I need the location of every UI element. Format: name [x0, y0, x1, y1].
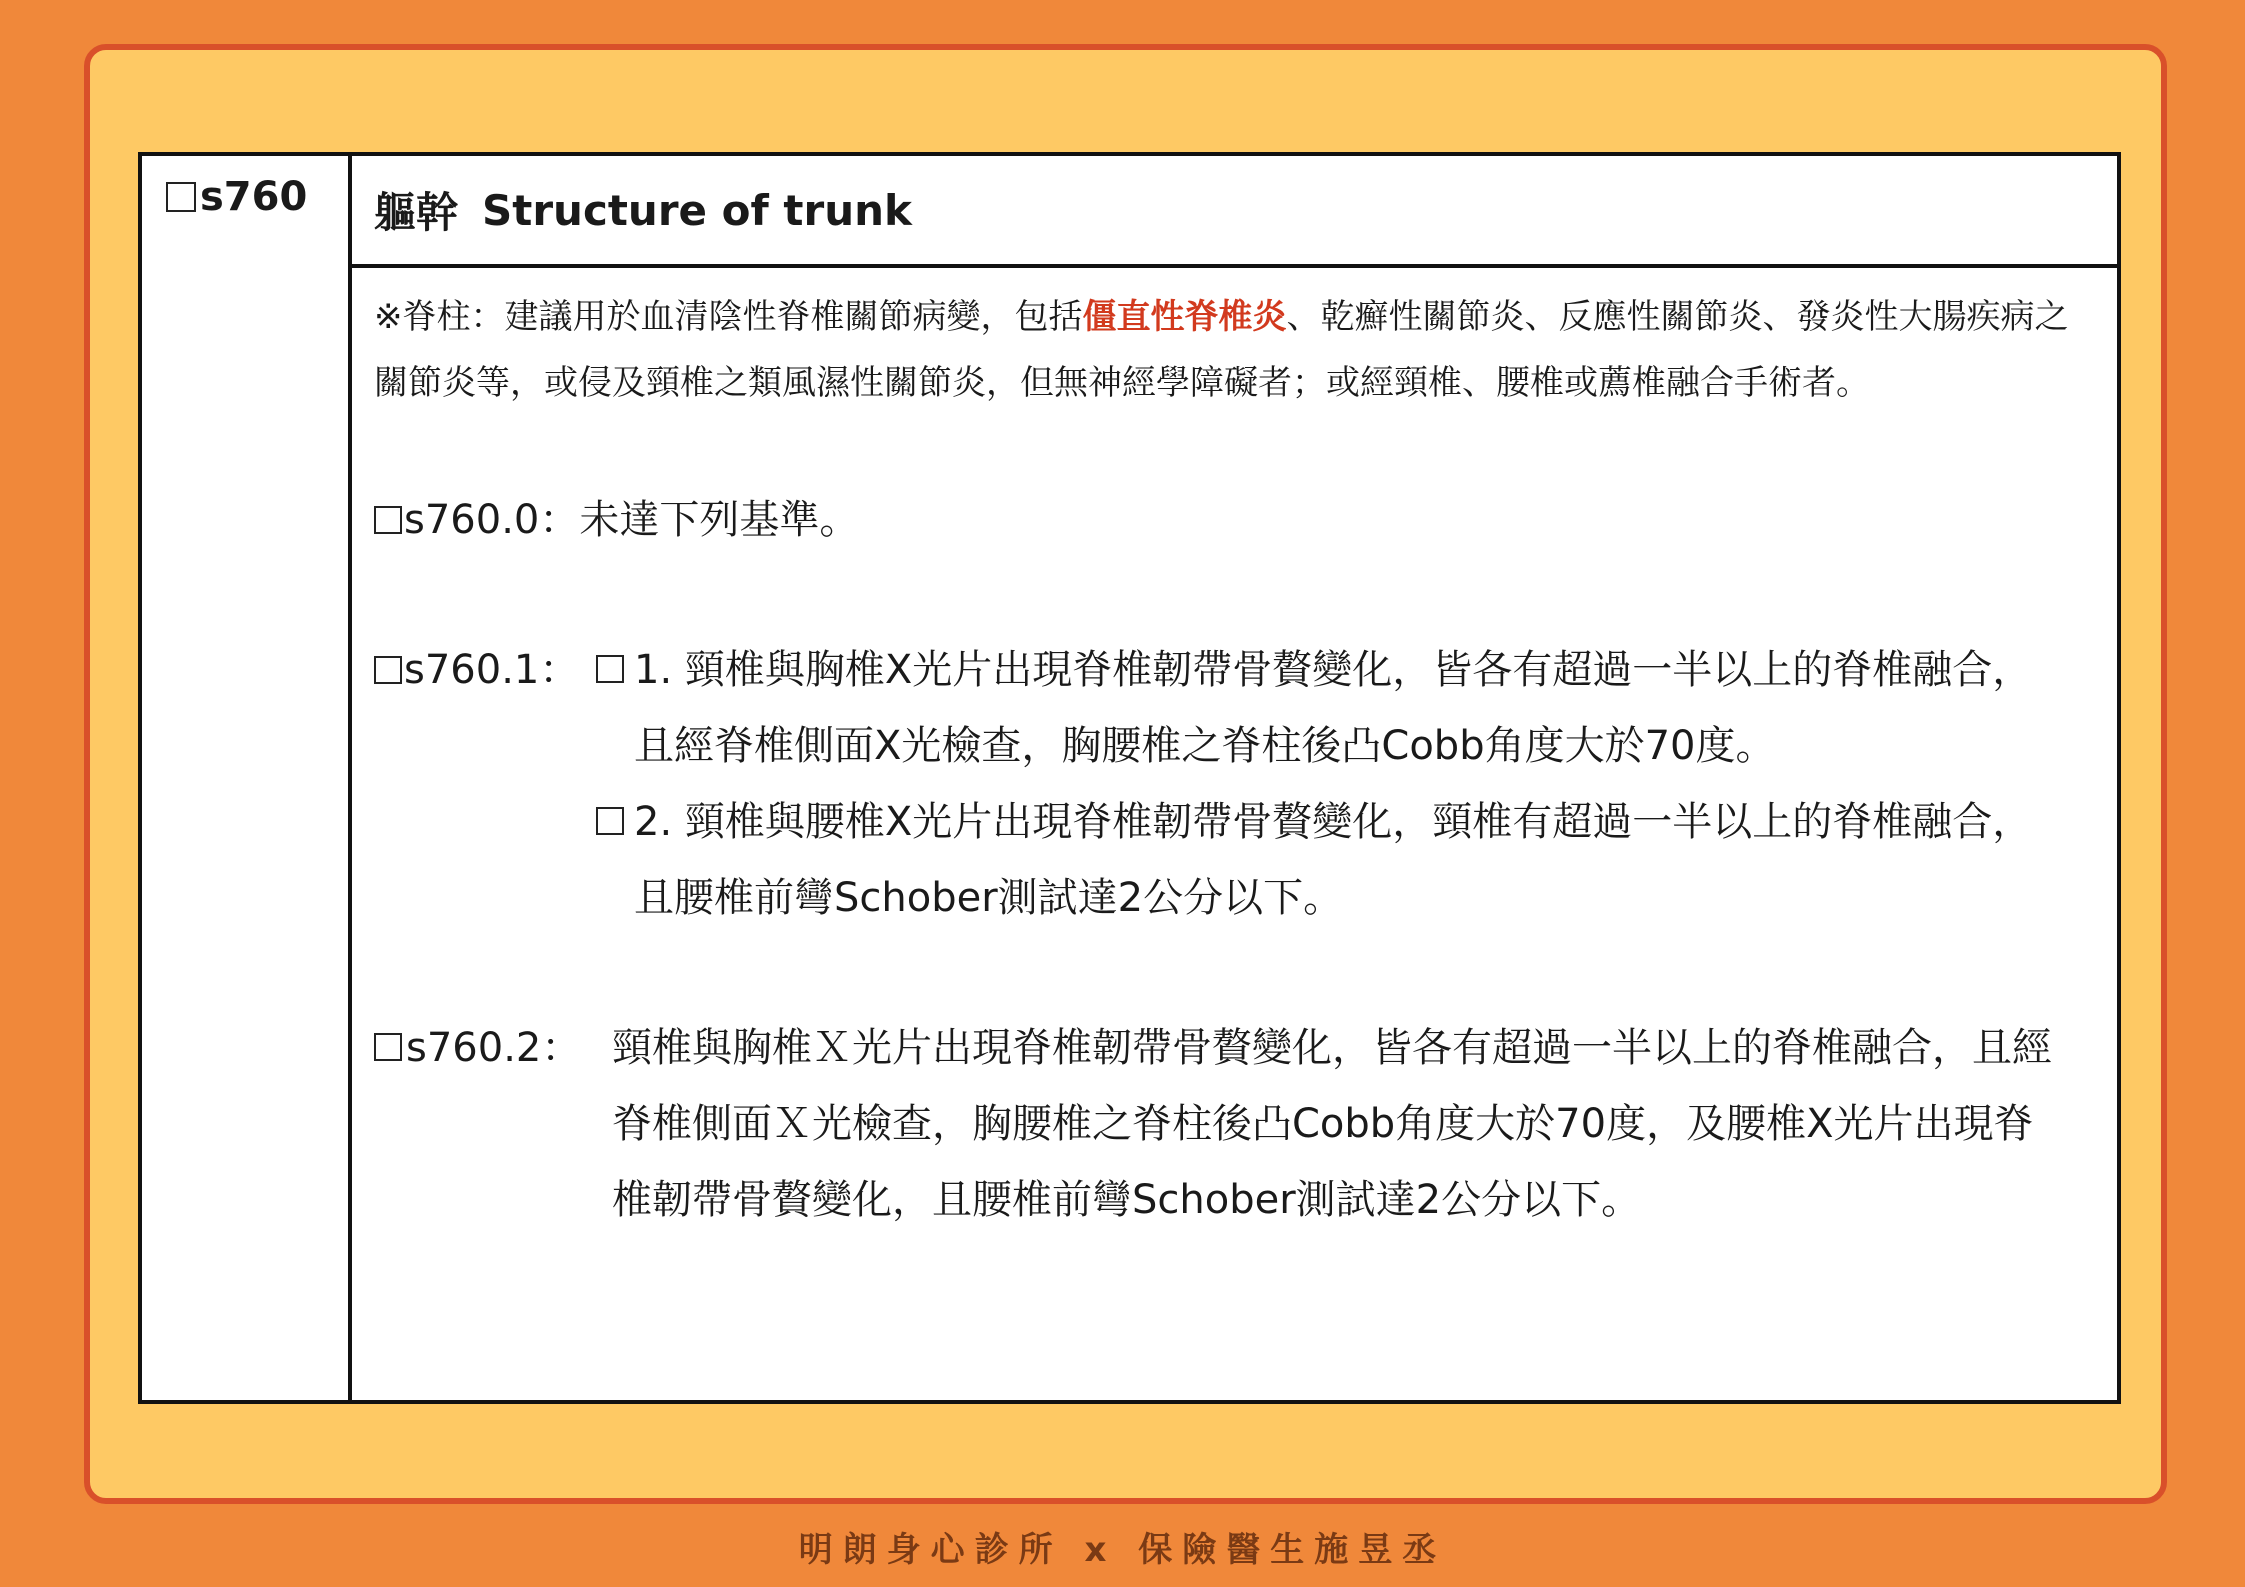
level-code: s760.2 — [406, 1025, 542, 1071]
footer-credit: 明朗身心診所 x 保險醫生施昱丞 — [798, 1530, 1447, 1570]
checkbox-icon[interactable] — [596, 807, 624, 835]
checkbox-icon[interactable] — [374, 1033, 402, 1061]
level-sep: ： — [539, 647, 580, 693]
criterion-text: 1. 頸椎與胸椎X光片出現脊椎韌帶骨贅變化，皆各有超過一半以上的脊椎融合，且經脊椎側面X光檢查，胸腰椎之脊柱後凸Cobb角度大於70度。 — [634, 647, 2033, 769]
spine-note — [374, 284, 2093, 416]
level-text: ：未達下列基準。 — [539, 497, 860, 543]
content-body — [352, 268, 2117, 1238]
note-prefix: ※脊柱：建議用於血清陰性脊椎關節病變，包括 — [374, 297, 1083, 337]
title-row — [352, 156, 2117, 268]
code-label — [166, 174, 348, 220]
checkbox-icon[interactable] — [596, 655, 624, 683]
title-en: Structure of trunk — [482, 185, 912, 235]
criterion-2 — [596, 784, 2093, 936]
level-s760-2 — [374, 1010, 2093, 1238]
checkbox-icon[interactable] — [374, 506, 402, 534]
content-column — [352, 156, 2117, 1400]
level-head — [374, 482, 859, 558]
card — [84, 44, 2167, 1504]
level-sep: ： — [541, 1025, 582, 1071]
level-s760-1 — [374, 632, 2093, 936]
code-column — [142, 156, 352, 1400]
note-suffix: 、乾癬性關節炎、反應性關節炎、發炎性大腸疾病之關節炎等，或侵及頸椎之類風濕性關節炎，但無神經學障礙者；或經頸椎、腰椎或薦椎融合手術者。 — [374, 297, 2069, 403]
level-code: s760.0 — [404, 497, 540, 543]
title-zh: 軀幹 — [374, 188, 459, 237]
criterion-1 — [596, 632, 2034, 784]
note-highlight: 僵直性脊椎炎 — [1082, 297, 1287, 337]
criteria-table — [138, 152, 2121, 1404]
level-head — [374, 632, 596, 784]
level-text: 頸椎與胸椎Ｘ光片出現脊椎韌帶骨贅變化，皆各有超過一半以上的脊椎融合，且經脊椎側面Ｘ光檢查，胸腰椎之脊柱後凸Cobb角度大於70度，及腰椎X光片出現脊椎韌帶骨贅變化，且腰椎前彎Schober測試達2公分以下。 — [612, 1025, 2052, 1223]
level-code: s760.1 — [404, 647, 540, 693]
level-s760-0 — [374, 482, 2093, 558]
checkbox-icon[interactable] — [166, 182, 196, 212]
level-head — [374, 1010, 612, 1238]
code-text: s760 — [200, 174, 308, 220]
checkbox-icon[interactable] — [374, 656, 402, 684]
criterion-text: 2. 頸椎與腰椎X光片出現脊椎韌帶骨贅變化，頸椎有超過一半以上的脊椎融合，且腰椎前彎Schober測試達2公分以下。 — [634, 799, 2033, 921]
